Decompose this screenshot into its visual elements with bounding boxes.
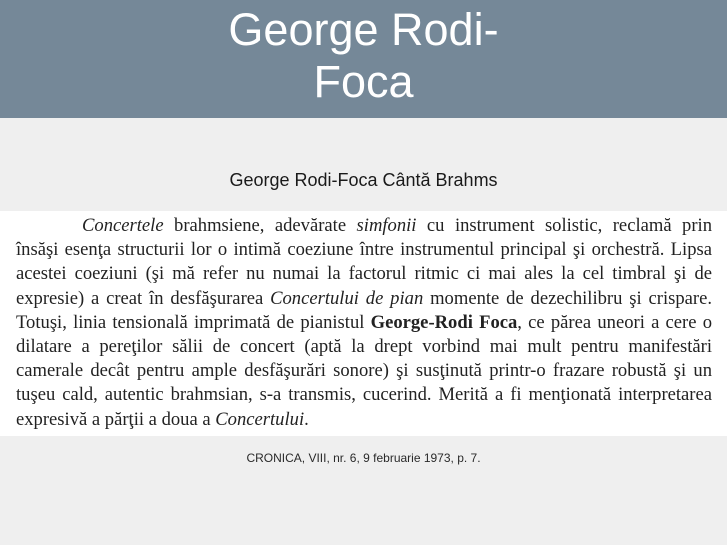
article-text-segment: brahmsiene, adevărate xyxy=(163,215,357,236)
article-text-segment: Concertele xyxy=(82,215,164,236)
page-title-line-1: George Rodi- xyxy=(228,4,499,55)
title-banner xyxy=(0,0,727,118)
article-text-segment: momente de dezechilibru şi crispare. Totuşi, linia tensională imprimată de pianistul xyxy=(16,287,713,333)
article-text-segment: , ce părea uneori a cere o dilatare a pereţilor sălii de concert (aptă la drept vorbind mai mult pentru manifestări camerale decât pentru ample desfăşurări sonore) şi susţinută printr-o frazare robustă şi un tuşeu cald, autentic brahmsian, s-a transmis, cucerind. Merită a fi menţionată interpretarea expresivă a părţii a doua a xyxy=(16,311,713,430)
article-text-segment: simfonii xyxy=(356,215,417,236)
page-title xyxy=(0,4,727,108)
article-paragraph xyxy=(16,214,712,432)
article-text-segment: Concertului de pian xyxy=(270,287,424,309)
article-subtitle: George Rodi-Foca Cântă Brahms xyxy=(229,170,498,190)
article-text-segment: . xyxy=(304,408,309,430)
page-title-line-2: Foca xyxy=(313,56,414,107)
article-text-segment: George-Rodi Foca xyxy=(370,311,518,333)
scanned-article-excerpt xyxy=(0,211,727,436)
article-text-segment: cu instrument solistic, reclamă prin însăşi esenţa structurii lor o intimă coeziune între instrumentul principal şi orchestră. Lipsa acestei coeziuni (şi mă refer nu numai la factorul ritmic ci mai ales la cel timbral şi de expresie) a creat în desfăşurarea xyxy=(16,215,712,309)
source-citation: CRONICA, VIII, nr. 6, 9 februarie 1973, p. 7. xyxy=(246,451,481,465)
article-text-segment: Concertului xyxy=(215,408,305,430)
